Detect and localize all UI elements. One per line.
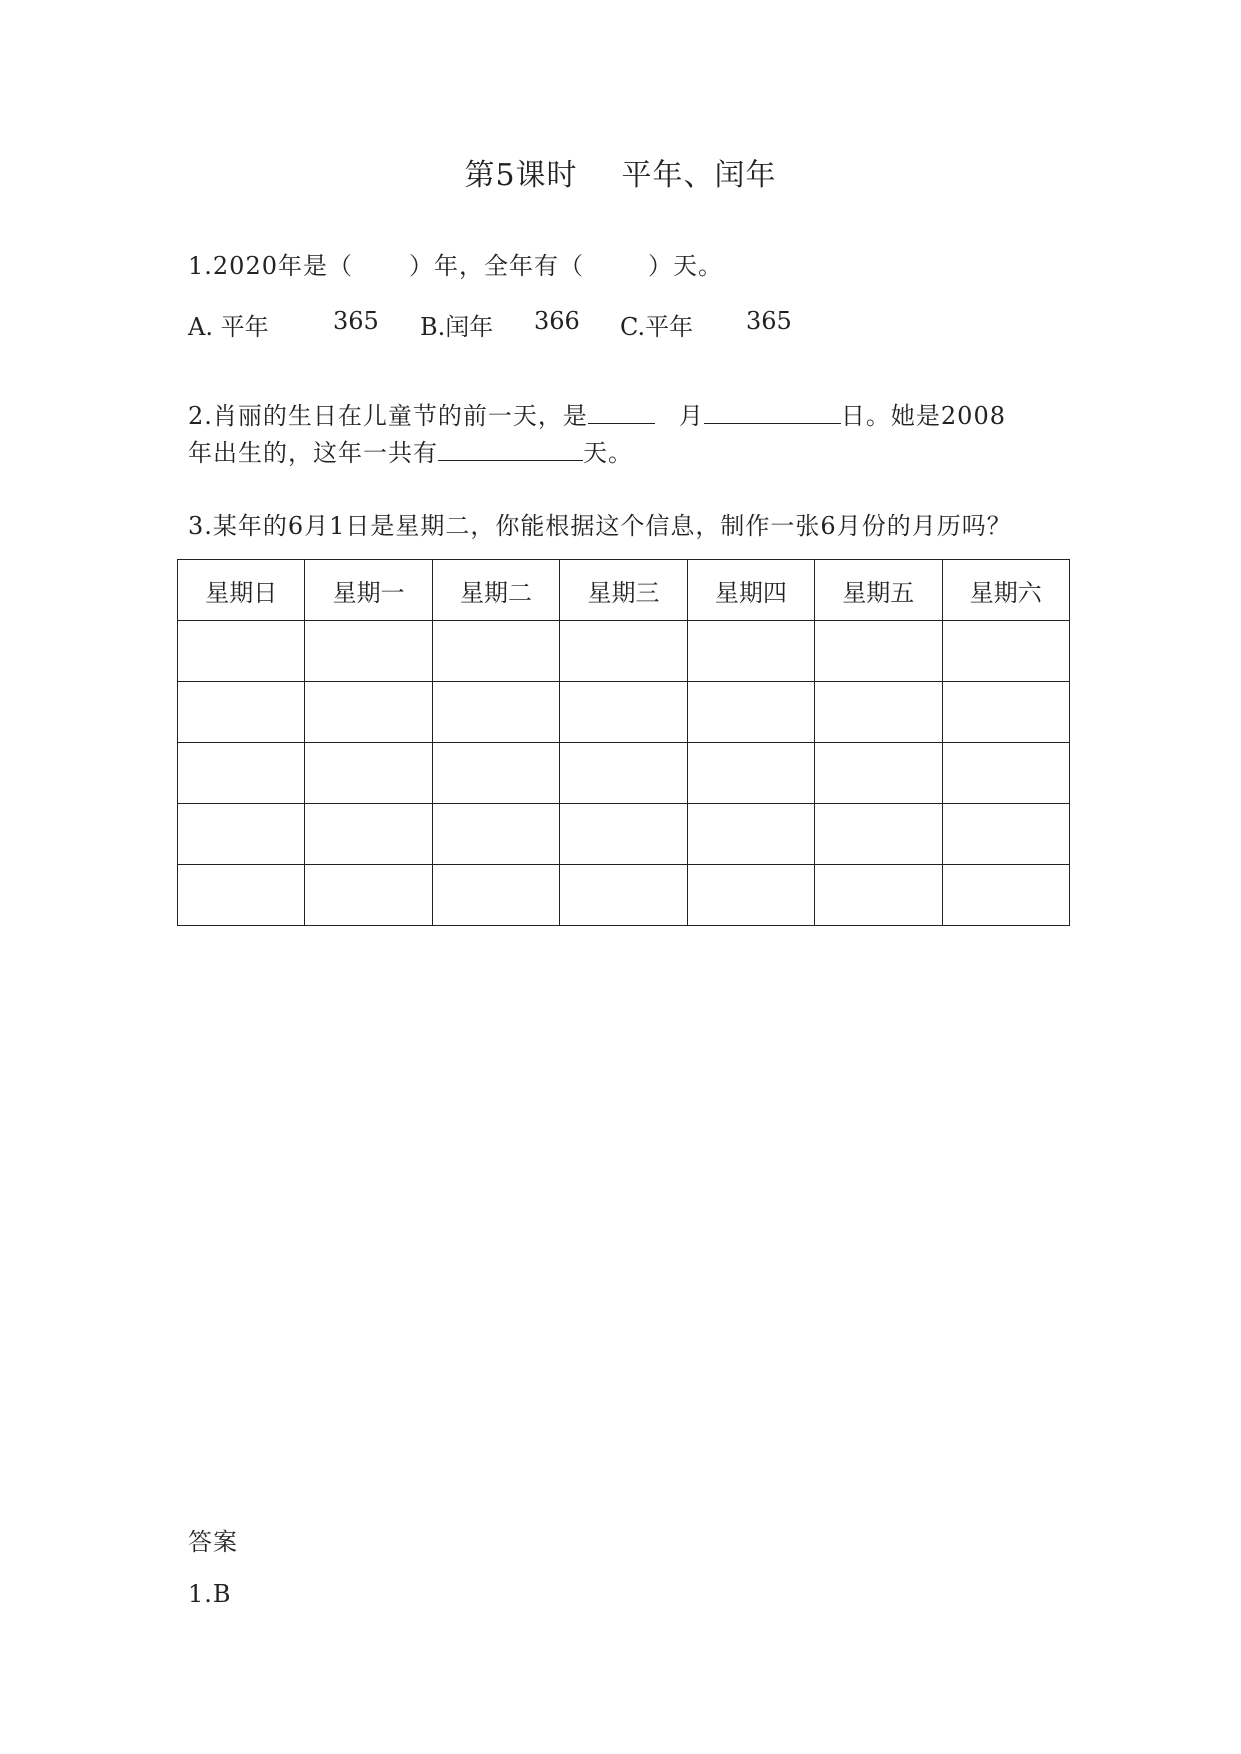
calendar-cell[interactable] [687,743,814,804]
days-blank[interactable] [438,436,583,461]
calendar-cell[interactable] [305,621,432,682]
page-title [0,150,1241,194]
q1-option-b-value: 366 [534,307,580,335]
weekday-header: 星期日 [178,560,305,621]
calendar-cell[interactable] [815,621,942,682]
calendar-cell[interactable] [178,682,305,743]
q1-option-a: A. 平年 [188,313,269,341]
question-2-line-2: 年出生的，这年一共有 天。 [188,433,633,468]
weekday-header: 星期三 [560,560,687,621]
calendar-cell[interactable] [305,804,432,865]
calendar-cell[interactable] [560,743,687,804]
question-1: 1.2020年是（ ）年，全年有（ ）天。 [188,252,723,280]
calendar-cell[interactable] [432,621,559,682]
weekday-header: 星期五 [815,560,942,621]
q1-option-c-value: 365 [746,307,792,335]
calendar-header-row [178,560,1070,621]
calendar-cell[interactable] [687,682,814,743]
q1-option-c: C.平年 [620,313,694,341]
calendar-cell[interactable] [305,682,432,743]
calendar-cell[interactable] [687,804,814,865]
lesson-number: 第5课时 [464,158,578,193]
weekday-header: 星期一 [305,560,432,621]
question-3: 3.某年的6月1日是星期二，你能根据这个信息，制作一张6月份的月历吗？ [188,512,1012,540]
day-blank[interactable] [704,399,841,424]
calendar-row [178,865,1070,926]
calendar-cell[interactable] [560,804,687,865]
calendar-cell[interactable] [815,682,942,743]
lesson-topic: 平年、闰年 [621,158,777,193]
calendar-cell[interactable] [178,865,305,926]
calendar-row [178,621,1070,682]
answer-1: 1.B [188,1580,232,1608]
calendar-cell[interactable] [942,682,1069,743]
calendar-cell[interactable] [815,804,942,865]
calendar-cell[interactable] [432,743,559,804]
calendar-cell[interactable] [178,804,305,865]
calendar-cell[interactable] [560,865,687,926]
calendar-cell[interactable] [178,621,305,682]
calendar-cell[interactable] [432,865,559,926]
calendar-cell[interactable] [687,865,814,926]
calendar-cell[interactable] [305,865,432,926]
calendar-cell[interactable] [305,743,432,804]
calendar-cell[interactable] [815,743,942,804]
weekday-header: 星期二 [432,560,559,621]
calendar-cell[interactable] [432,804,559,865]
calendar-cell[interactable] [942,743,1069,804]
calendar-cell[interactable] [687,621,814,682]
calendar-cell[interactable] [560,682,687,743]
calendar-row [178,743,1070,804]
calendar-table [177,559,1070,926]
month-blank[interactable] [588,399,655,424]
answers-heading: 答案 [188,1528,238,1556]
calendar-cell[interactable] [942,621,1069,682]
q1-option-a-value: 365 [333,307,379,335]
calendar-cell[interactable] [560,621,687,682]
calendar-cell[interactable] [942,804,1069,865]
q1-option-b: B.闰年 [420,313,494,341]
calendar-row [178,804,1070,865]
weekday-header: 星期六 [942,560,1069,621]
calendar-row [178,682,1070,743]
calendar-cell[interactable] [942,865,1069,926]
question-2-line-1: 2.肖丽的生日在儿童节的前一天，是 月 日。她是2008 [188,396,1006,431]
calendar-cell[interactable] [815,865,942,926]
calendar-cell[interactable] [178,743,305,804]
calendar-cell[interactable] [432,682,559,743]
weekday-header: 星期四 [687,560,814,621]
